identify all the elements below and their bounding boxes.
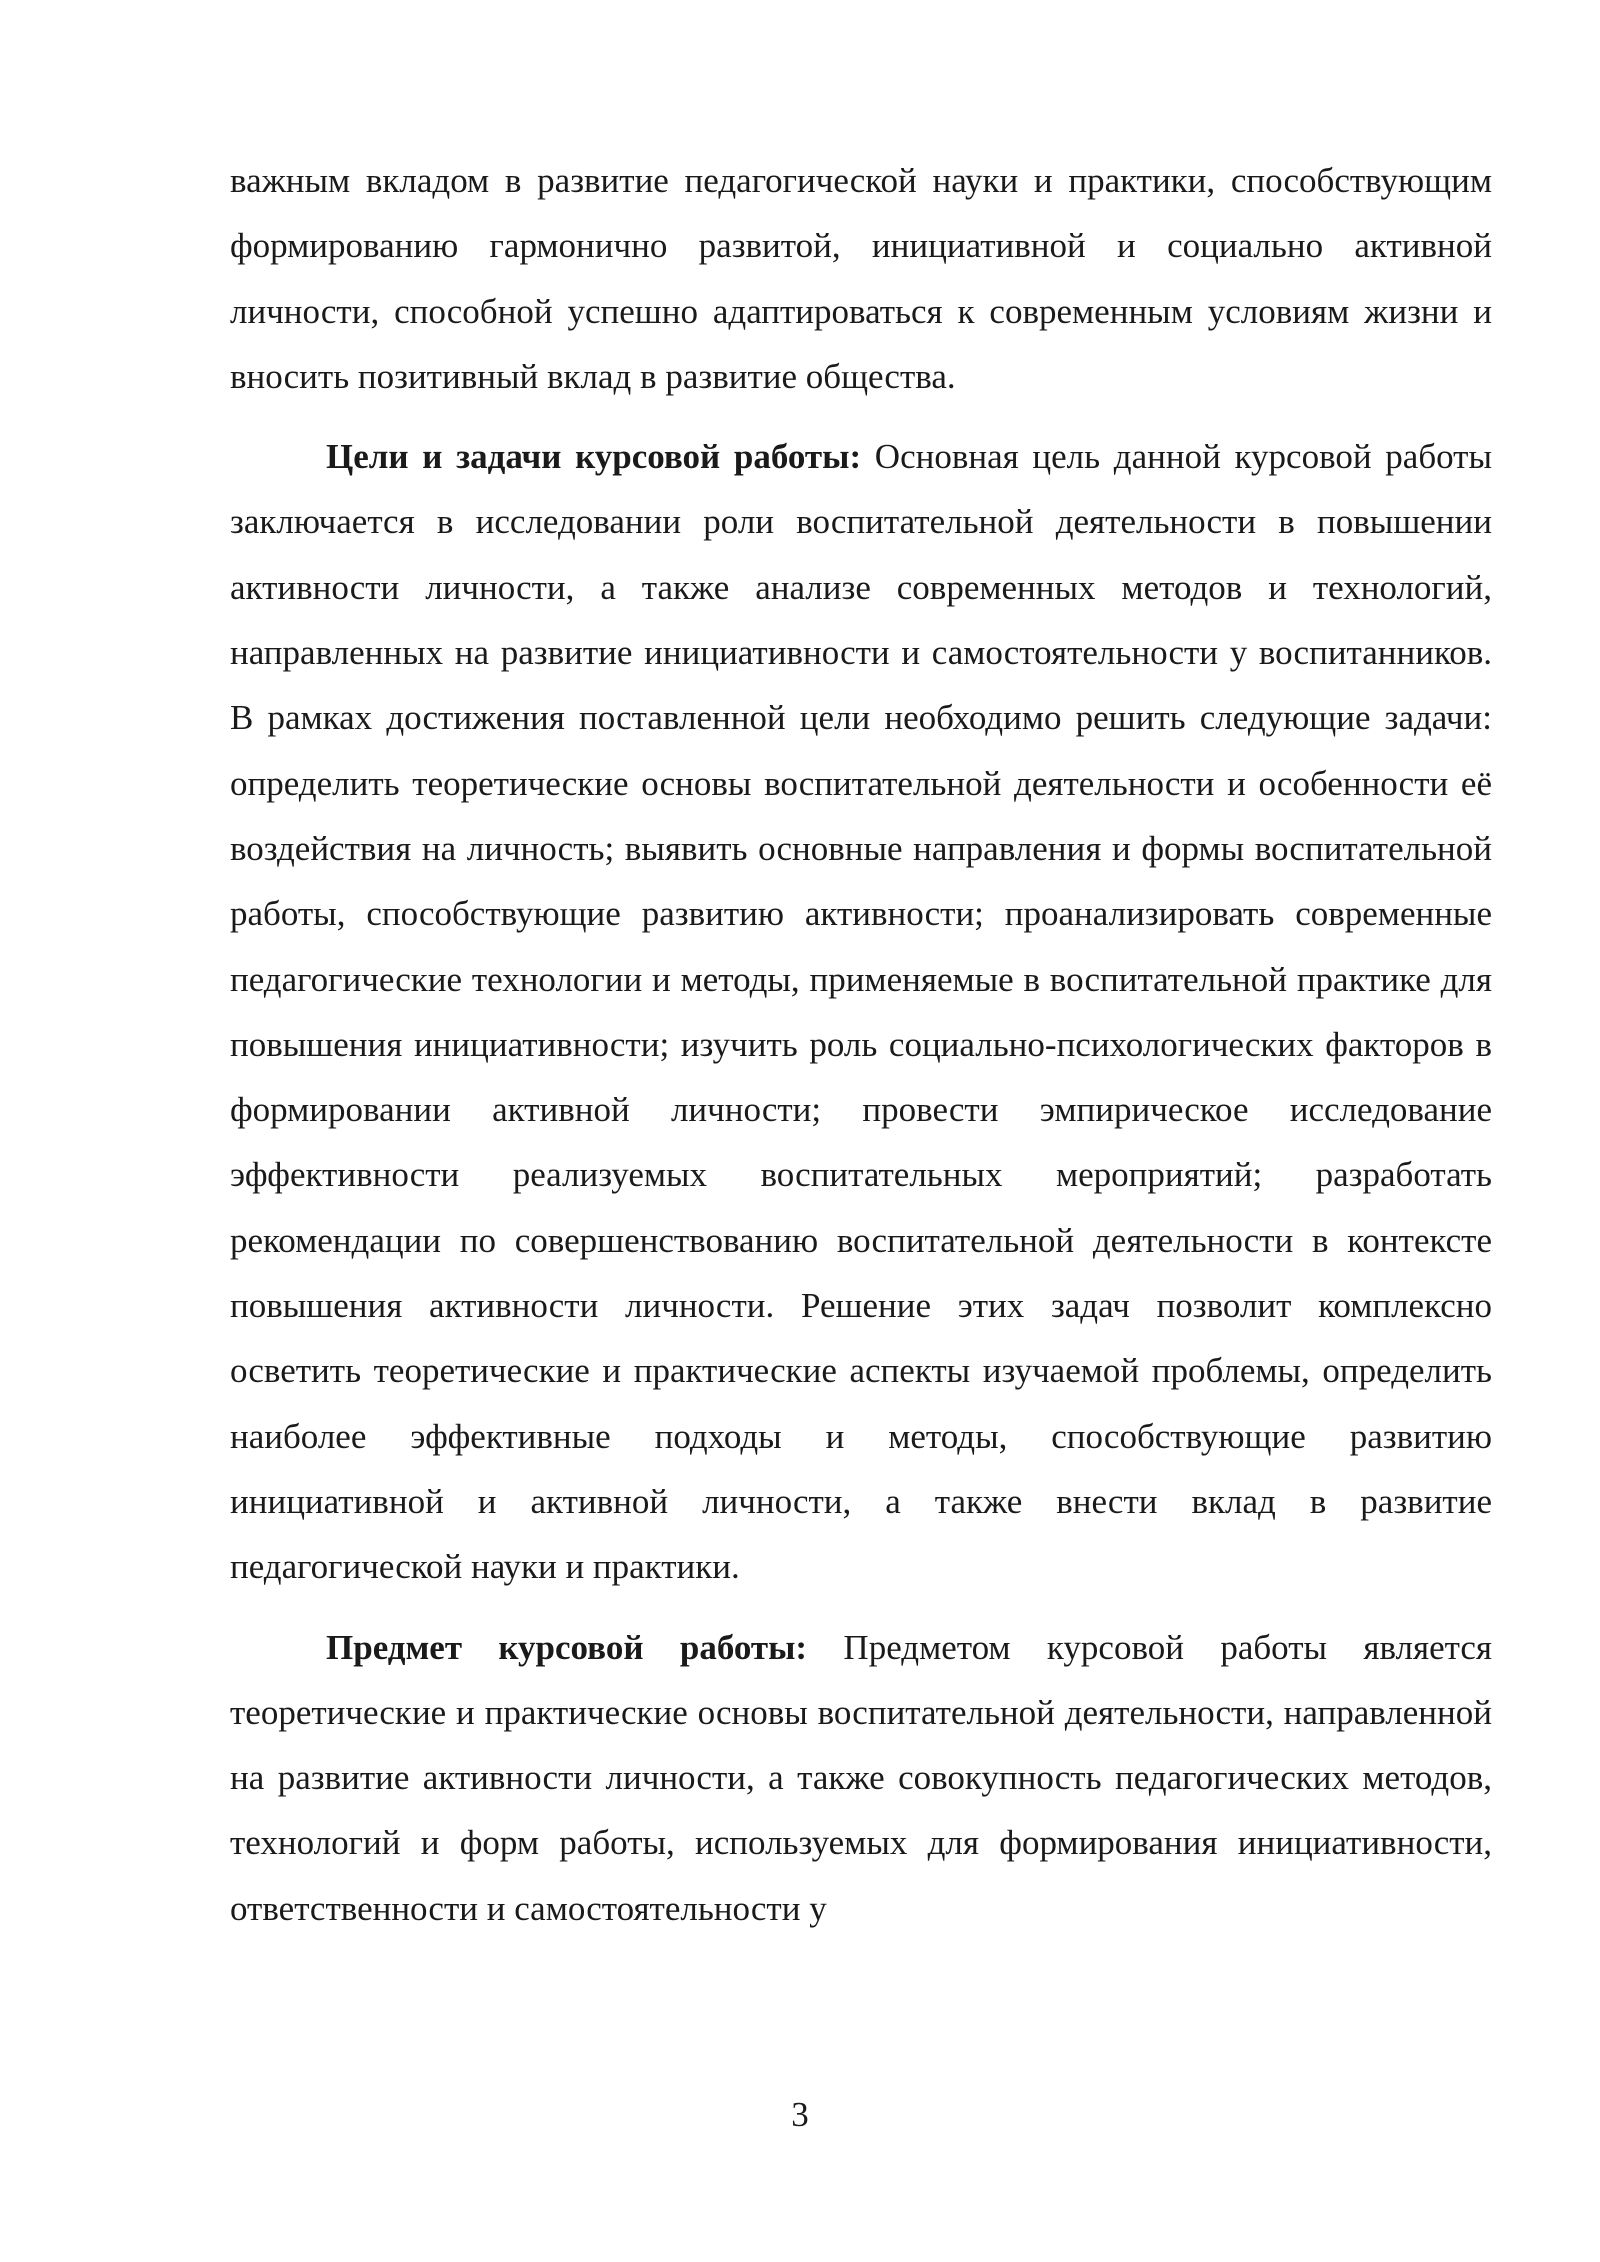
page-number: 3 <box>791 2095 809 2134</box>
paragraph-heading: Цели и задачи курсовой работы: <box>326 437 862 477</box>
paragraph-continuation <box>230 148 1492 409</box>
paragraph-text: важным вкладом в развитие педагогической науки и практики, способствующим формированию гармонично развитой, инициативной и социально активной личности, способной успешно адаптироваться к современным условиям жизни и вносить позитивный вклад в развитие общества. <box>230 161 1492 396</box>
paragraph-text: Предметом курсовой работы является теоретические и практические основы воспитательной деятельности, направленной на развитие активности личности, а также совокупность педагогических методов, технологий и форм работы, используемых для формирования инициативности, ответственности и самостоятельности у <box>230 1627 1492 1928</box>
paragraph-subject <box>230 1615 1492 1941</box>
paragraph-heading: Предмет курсовой работы: <box>326 1627 808 1667</box>
document-body <box>230 148 1492 1941</box>
paragraph-text: Основная цель данной курсовой работы заключается в исследовании роли воспитательной деятельности в повышении активности личности, а также анализе современных методов и технологий, направленных на развитие инициативности и самостоятельности у воспитанников. В рамках достижения поставленной цели необходимо решить следующие задачи: определить теоретические основы воспитательной деятельности и особенности её воздействия на личность; выявить основные направления и формы воспитательной работы, способствующие развитию активности; проанализировать современные педагогические технологии и методы, применяемые в воспитательной практике для повышения инициативности; изучить роль социально-психологических факторов в формировании активной личности; провести эмпирическое исследование эффективности реализуемых воспитательных мероприятий; разработать рекомендации по совершенствованию воспитательной деятельности в контексте повышения активности личности. Решение этих задач позволит комплексно осветить теоретические и практические аспекты изучаемой проблемы, определить наиболее эффективные подходы и методы, способствующие развитию инициативной и активной личности, а также внести вклад в развитие педагогической науки и практики. <box>230 437 1492 1587</box>
paragraph-goals <box>230 424 1492 1599</box>
